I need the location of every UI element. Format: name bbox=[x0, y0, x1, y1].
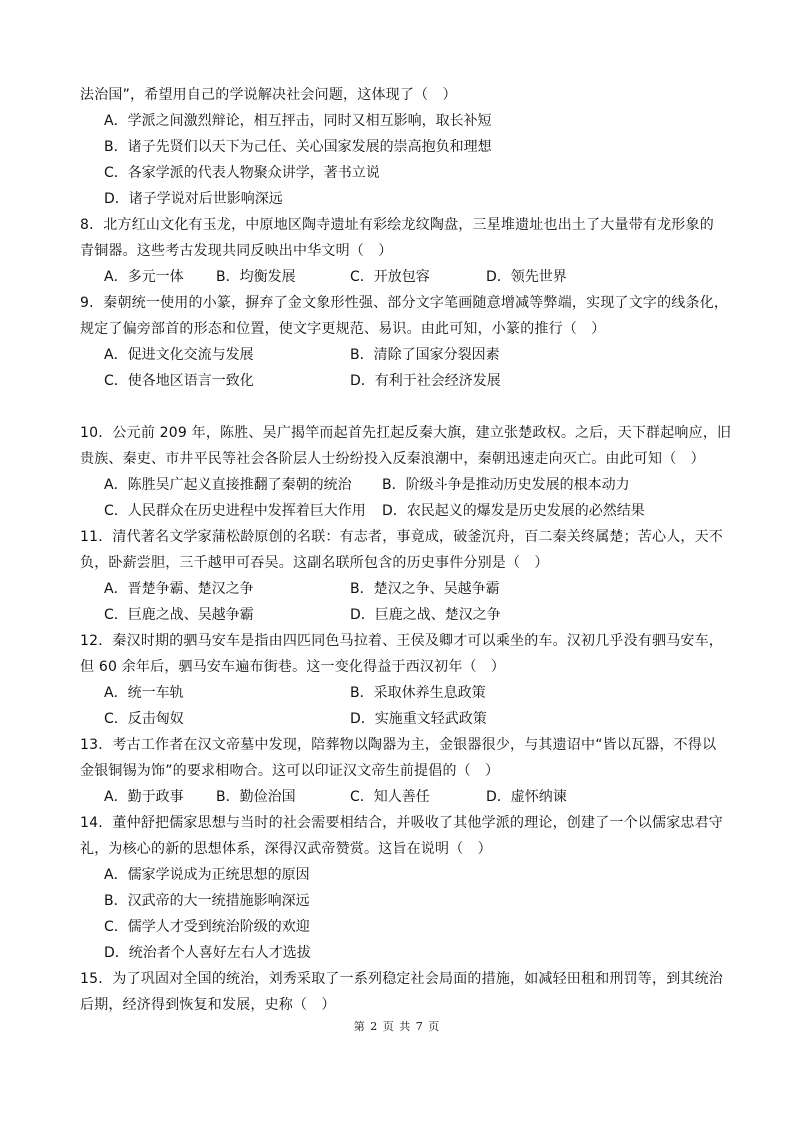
q10-option-d: D．农民起义的爆发是历史发展的必然结果 bbox=[382, 503, 645, 519]
question-11-line-1: 11．清代著名文学家蒲松龄原创的名联：有志者，事竟成，破釜沉舟，百二秦关终属楚；苦心人，天不 bbox=[80, 529, 724, 545]
q13-option-a: A．勤于政事 bbox=[104, 789, 184, 805]
question-7-stem-end: 法治国”，希望用自己的学说解决社会问题，这体现了（ ） bbox=[80, 87, 457, 103]
page-number-footer: 第 2 页 共 7 页 bbox=[353, 1020, 441, 1033]
q9-option-d: D．有利于社会经济发展 bbox=[350, 373, 501, 389]
q10-option-c: C．人民群众在历史进程中发挥着巨大作用 bbox=[104, 503, 366, 519]
q9-option-b: B．清除了国家分裂因素 bbox=[350, 347, 500, 363]
q12-option-d: D．实施重文轻武政策 bbox=[350, 711, 487, 727]
q7-option-a: A．学派之间激烈辩论，相互抨击，同时又相互影响，取长补短 bbox=[104, 113, 492, 129]
question-13-line-1: 13．考古工作者在汉文帝墓中发现，陪葬物以陶器为主，金银器很少，与其遗诏中“皆以瓦器，不得以 bbox=[80, 737, 717, 753]
q13-option-c: C．知人善任 bbox=[350, 789, 430, 805]
q7-option-c: C．各家学派的代表人物聚众讲学，著书立说 bbox=[104, 165, 380, 181]
question-15-line-2: 后期，经济得到恢复和发展，史称（ ） bbox=[80, 997, 336, 1013]
question-8-line-1: 8．北方红山文化有玉龙，中原地区陶寺遗址有彩绘龙纹陶盘，三星堆遗址也出土了大量带有龙形象的 bbox=[80, 217, 714, 233]
question-9-line-1: 9．秦朝统一使用的小篆，摒弃了金文象形性强、部分文字笔画随意增减等弊端，实现了文字的线条化， bbox=[80, 295, 729, 311]
q10-option-a: A．陈胜吴广起义直接推翻了秦朝的统治 bbox=[104, 477, 352, 493]
q8-option-c: C．开放包容 bbox=[350, 269, 430, 285]
q12-option-b: B．采取休养生息政策 bbox=[350, 685, 486, 701]
q14-option-d: D．统治者个人喜好左右人才选拔 bbox=[104, 945, 311, 961]
q9-option-c: C．使各地区语言一致化 bbox=[104, 373, 254, 389]
q7-option-d: D．诸子学说对后世影响深远 bbox=[104, 191, 283, 207]
q11-option-b: B．楚汉之争、吴越争霸 bbox=[350, 581, 500, 597]
q13-option-d: D．虚怀纳谏 bbox=[486, 789, 567, 805]
question-12-line-1: 12．秦汉时期的驷马安车是指由四匹同色马拉着、王侯及卿才可以乘坐的车。汉初几乎没有驷马安车， bbox=[80, 633, 724, 649]
question-8-line-2: 青铜器。这些考古发现共同反映出中华文明（ ） bbox=[80, 243, 393, 259]
q14-option-b: B．汉武帝的大一统措施影响深远 bbox=[104, 893, 310, 909]
question-10-line-1: 10．公元前 209 年，陈胜、吴广揭竿而起首先扛起反秦大旗，建立张楚政权。之后，天下群起响应，旧 bbox=[80, 425, 732, 441]
question-9-line-2: 规定了偏旁部首的形态和位置，使文字更规范、易识。由此可知，小篆的推行（ ） bbox=[80, 321, 606, 337]
question-14-line-2: 礼，为核心的新的思想体系，深得汉武帝赞赏。这旨在说明（ ） bbox=[80, 841, 492, 857]
q12-option-a: A．统一车轨 bbox=[104, 685, 184, 701]
q8-option-b: B．均衡发展 bbox=[216, 269, 296, 285]
question-12-line-2: 但 60 余年后，驷马安车遍布街巷。这一变化得益于西汉初年（ ） bbox=[80, 659, 506, 675]
q10-option-b: B．阶级斗争是推动历史发展的根本动力 bbox=[382, 477, 630, 493]
q8-option-d: D．领先世界 bbox=[486, 269, 567, 285]
question-11-line-2: 负，卧薪尝胆，三千越甲可吞吴。这副名联所包含的历史事件分别是（ ） bbox=[80, 555, 549, 571]
question-15-line-1: 15．为了巩固对全国的统治，刘秀采取了一系列稳定社会局面的措施，如减轻田租和刑罚等，到其统治 bbox=[80, 971, 724, 987]
q8-option-a: A．多元一体 bbox=[104, 269, 184, 285]
q13-option-b: B．勤俭治国 bbox=[216, 789, 296, 805]
q14-option-a: A．儒家学说成为正统思想的原因 bbox=[104, 867, 310, 883]
q9-option-a: A．促进文化交流与发展 bbox=[104, 347, 254, 363]
question-14-line-1: 14．董仲舒把儒家思想与当时的社会需要相结合，并吸收了其他学派的理论，创建了一个以儒家忠君守 bbox=[80, 815, 724, 831]
q14-option-c: C．儒学人才受到统治阶级的欢迎 bbox=[104, 919, 310, 935]
question-10-line-2: 贵族、秦吏、市井平民等社会各阶层人士纷纷投入反秦浪潮中，秦朝迅速走向灭亡。由此可知（ ） bbox=[80, 451, 705, 467]
q12-option-c: C．反击匈奴 bbox=[104, 711, 184, 727]
question-13-line-2: 金银铜锡为饰”的要求相吻合。这可以印证汉文帝生前提倡的（ ） bbox=[80, 763, 500, 779]
q11-option-d: D．巨鹿之战、楚汉之争 bbox=[350, 607, 501, 623]
q7-option-b: B．诸子先贤们以天下为己任、关心国家发展的崇高抱负和理想 bbox=[104, 139, 492, 155]
q11-option-a: A．晋楚争霸、楚汉之争 bbox=[104, 581, 254, 597]
q11-option-c: C．巨鹿之战、吴越争霸 bbox=[104, 607, 254, 623]
